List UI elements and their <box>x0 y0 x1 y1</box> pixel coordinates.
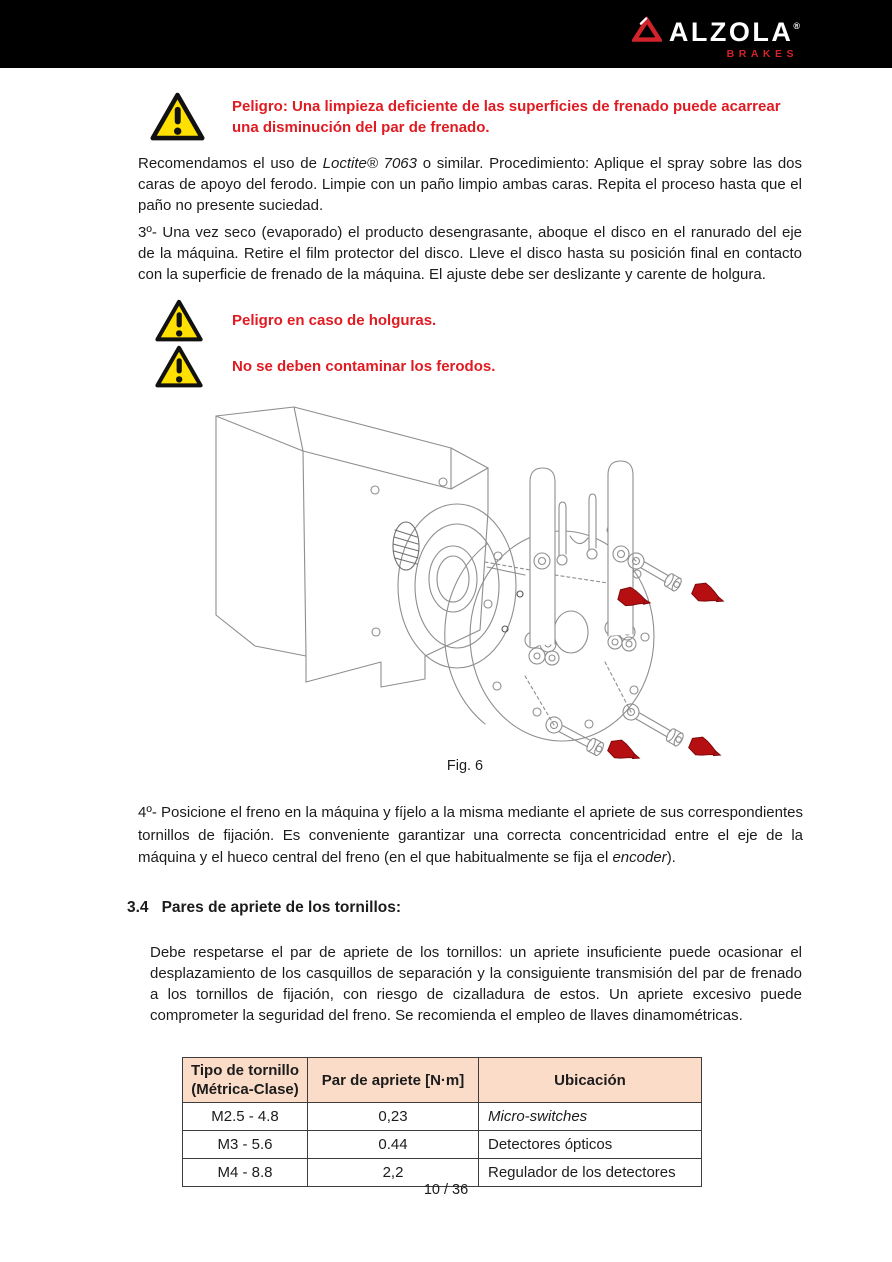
product-name: Loctite® 7063 <box>322 155 417 172</box>
warning-text: No se deben contaminar los ferodos. <box>232 358 496 375</box>
torque-table <box>182 1057 702 1187</box>
cell-screw-type: M3 - 5.6 <box>183 1131 308 1159</box>
header-cell-screw-type: Tipo de tornillo (Métrica-Clase) <box>183 1058 308 1103</box>
section-title: Pares de apriete de los tornillos: <box>161 899 402 916</box>
cell-location: Regulador de los detectores <box>479 1159 702 1187</box>
figure-6-illustration <box>185 394 745 759</box>
warning-triangle-icon <box>155 299 203 343</box>
brand-logo <box>632 13 800 60</box>
section-heading <box>127 899 401 917</box>
warning-text: Peligro en caso de holguras. <box>232 312 437 329</box>
warning-triangle-icon <box>150 92 205 142</box>
brand-tagline: BRAKES <box>726 48 798 60</box>
figure-caption: Fig. 6 <box>446 758 484 774</box>
paragraph-text: o similar. Procedimiento: Aplique el spray sobre las dos caras de apoyo del ferodo. Limpie con un paño limpio ambas caras. Repita el proceso hasta que el paño no presente suciedad. <box>138 155 802 214</box>
encoder-term: encoder <box>612 849 667 866</box>
cell-torque: 2,2 <box>308 1159 479 1187</box>
header-bar <box>0 0 892 68</box>
paragraph-step-4 <box>138 802 803 870</box>
warning-block-ferodos <box>155 342 752 393</box>
cell-screw-type: M2.5 - 4.8 <box>183 1103 308 1131</box>
paragraph-text: Recomendamos el uso de <box>138 155 323 172</box>
paragraph-loctite <box>138 153 802 216</box>
paragraph-text: 4º- Posicione el freno en la máquina y fíjelo a la misma mediante el apriete de sus correspondientes tornillos de fijación. Es conveniente garantizar una correcta concentricidad entre el eje de la máquina y el hueco central del freno (en el que habitualmente se fija el <box>138 804 803 866</box>
table-row <box>183 1131 702 1159</box>
section-number: 3.4 <box>127 899 149 916</box>
cell-screw-type: M4 - 8.8 <box>183 1159 308 1187</box>
table-row <box>183 1103 702 1131</box>
warning-block-holguras <box>155 296 752 347</box>
table-header-row <box>183 1058 702 1103</box>
paragraph-step-3: 3º- Una vez seco (evaporado) el producto desengrasante, aboque el disco en el ranurado del eje de la máquina. Retire el film protector del disco. Lleve el disco hasta su posición final en contacto con la superficie de frenado de la máquina. El ajuste debe ser deslizante y carente de holgura. <box>138 224 802 283</box>
paragraph-text: ). <box>666 849 676 866</box>
alzola-triangle-icon <box>632 13 662 43</box>
paragraph-torque: Debe respetarse el par de apriete de los tornillos: un apriete insuficiente puede ocasionar el desplazamiento de los casquillos de separación y la consiguiente transmisión del par de frenado a los tornillos de fijación, con riesgo de cizalladura de estos. Un apriete excesivo puede comprometer la seguridad del freno. Se recomienda el empleo de llaves dinamométricas. <box>150 944 802 1024</box>
warning-block-cleaning <box>150 92 810 153</box>
header-cell-location: Ubicación <box>479 1058 702 1103</box>
warning-triangle-icon <box>155 345 203 389</box>
brand-text <box>669 13 800 60</box>
brand-name: ALZOLA <box>668 17 794 47</box>
cell-location: Micro-switches <box>479 1103 702 1131</box>
warning-text: Peligro: Una limpieza deficiente de las superficies de frenado puede acarrear una disminución del par de frenado. <box>232 98 781 136</box>
header-cell-torque: Par de apriete [N·m] <box>308 1058 479 1103</box>
registered-mark: ® <box>793 21 800 31</box>
cell-torque: 0.44 <box>308 1131 479 1159</box>
page-number: 10 / 36 <box>423 1182 469 1198</box>
cell-location: Detectores ópticos <box>479 1131 702 1159</box>
cell-torque: 0,23 <box>308 1103 479 1131</box>
